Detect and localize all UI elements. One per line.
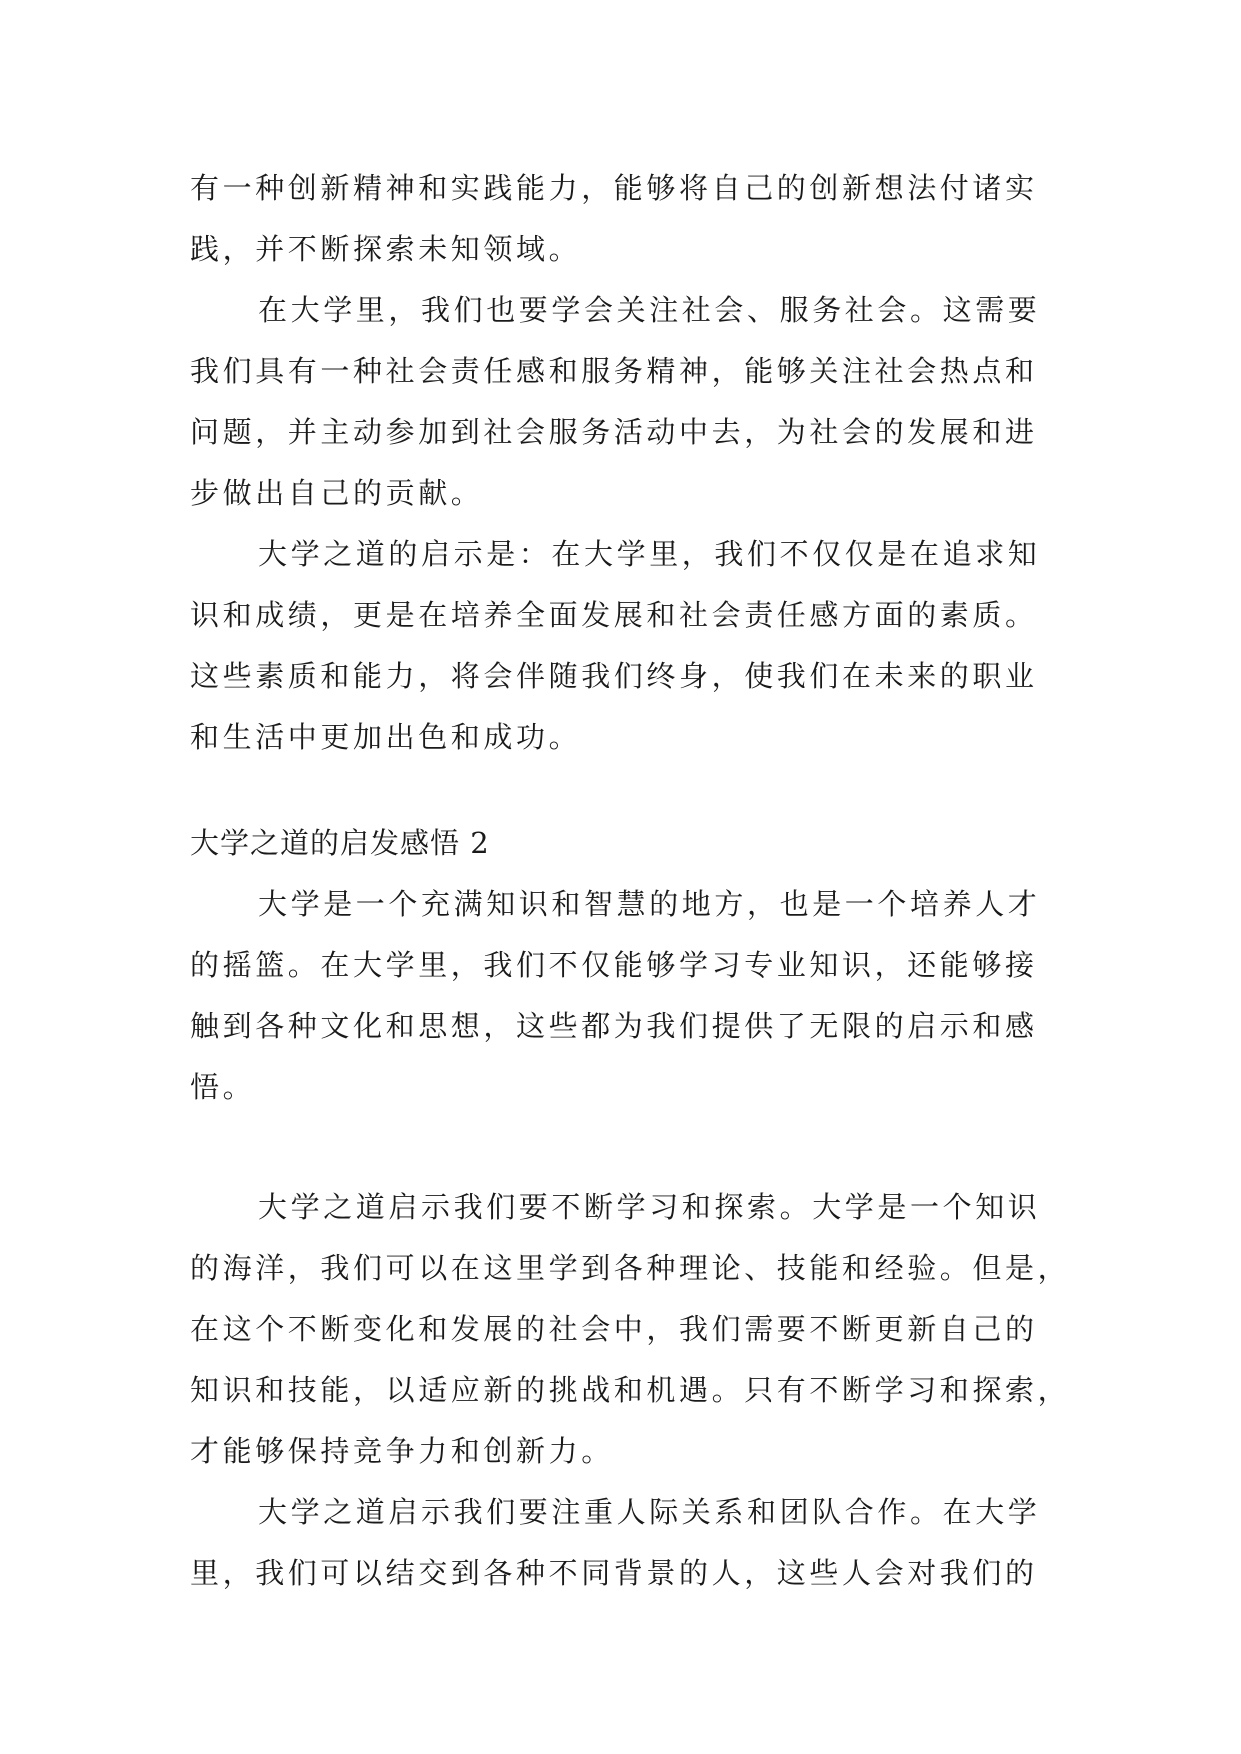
spacer (190, 1118, 1060, 1177)
text-line: 大学之道的启示是：在大学里，我们不仅仅是在追求知 (258, 537, 1041, 571)
spacer (190, 768, 1060, 813)
text-line: 在大学里，我们也要学会关注社会、服务社会。这需要 (258, 293, 1041, 327)
text-line: 大学是一个充满知识和智慧的地方，也是一个培养人才 (258, 887, 1041, 921)
text-line: 才能够保持竞争力和创新力。 (190, 1434, 614, 1468)
text-line: 大学之道启示我们要注重人际关系和团队合作。在大学 (258, 1495, 1041, 1529)
text-line: 的海洋，我们可以在这里学到各种理论、技能和经验。但是， (190, 1251, 1071, 1285)
text-line: 识和成绩，更是在培养全面发展和社会责任感方面的素质。 (190, 598, 1038, 632)
text-line: 践，并不断探索未知领域。 (190, 232, 582, 266)
paragraph-teamwork (190, 1482, 1060, 1604)
paragraph-conclusion (190, 524, 1060, 768)
text-line: 在这个不断变化和发展的社会中，我们需要不断更新自己的 (190, 1312, 1038, 1346)
text-line: 里，我们可以结交到各种不同背景的人，这些人会对我们的 (190, 1556, 1038, 1590)
text-line: 悟。 (190, 1070, 256, 1104)
text-line: 的摇篮。在大学里，我们不仅能够学习专业知识，还能够接 (190, 948, 1038, 982)
paragraph-social-service (190, 280, 1060, 524)
text-line: 大学之道启示我们要不断学习和探索。大学是一个知识 (258, 1190, 1041, 1224)
paragraph-continuation (190, 158, 1060, 280)
text-line: 有一种创新精神和实践能力，能够将自己的创新想法付诸实 (190, 171, 1038, 205)
text-line: 这些素质和能力，将会伴随我们终身，使我们在未来的职业 (190, 659, 1038, 693)
text-line: 触到各种文化和思想，这些都为我们提供了无限的启示和感 (190, 1009, 1038, 1043)
paragraph-intro (190, 874, 1060, 1118)
paragraph-learning (190, 1177, 1071, 1482)
text-line: 我们具有一种社会责任感和服务精神，能够关注社会热点和 (190, 354, 1038, 388)
text-line: 知识和技能，以适应新的挑战和机遇。只有不断学习和探索， (190, 1373, 1071, 1407)
text-line: 和生活中更加出色和成功。 (190, 720, 582, 754)
text-line: 步做出自己的贡献。 (190, 476, 484, 510)
document-body (190, 158, 1071, 1604)
text-line: 问题，并主动参加到社会服务活动中去，为社会的发展和进 (190, 415, 1038, 449)
section-heading: 大学之道的启发感悟 2 (190, 826, 490, 860)
